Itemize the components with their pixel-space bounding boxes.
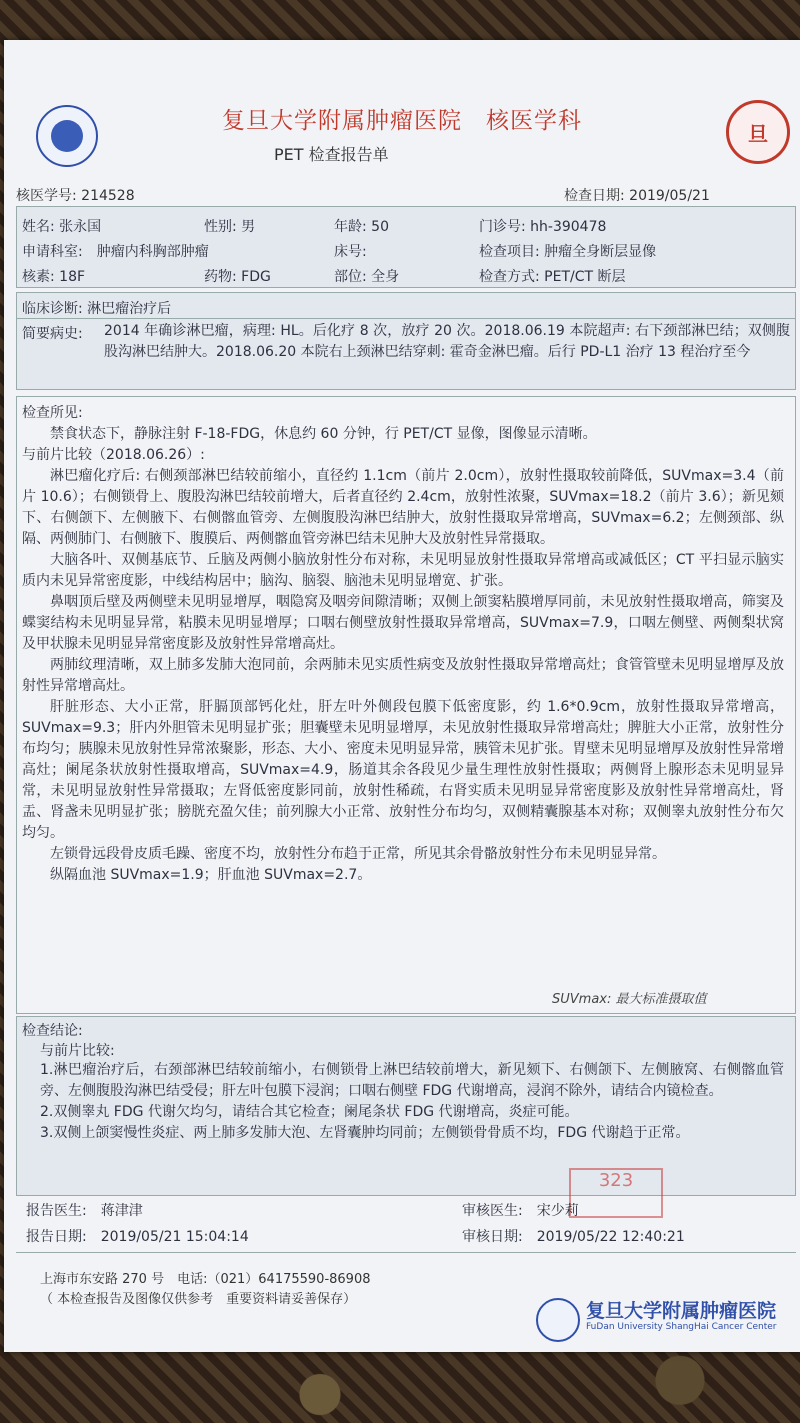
- clinical-diagnosis: 临床诊断: 淋巴瘤治疗后: [22, 301, 172, 317]
- footer-address: 上海市东安路 270 号 电话:（021）64175590-86908: [40, 1272, 371, 1287]
- patient-sex: 性别: 男: [204, 219, 256, 235]
- conclusion-item: 2.双侧睾丸 FDG 代谢欠均匀，请结合其它检查；阑尾条状 FDG 代谢增高，炎症可能。: [40, 1104, 579, 1120]
- findings-paragraph: 与前片比较（2018.06.26）:: [22, 447, 205, 463]
- nuclear-number: 核医学号: 214528: [16, 188, 135, 204]
- suv-legend: SUVmax: 最大标准摄取值: [552, 992, 707, 1007]
- report-doctor: 报告医生: 蒋津津: [26, 1203, 143, 1219]
- conclusion-item: 1.淋巴瘤治疗后，右颈部淋巴结较前缩小，右侧锁骨上淋巴结较前增大，新见颏下、右侧颌下、左侧腋窝、右侧髂血管旁、左侧腹股沟淋巴结受侵；肝左叶包膜下浸润；口咽右侧壁 FDG 代谢增高，浸润不除外，请结合内镜检查。: [40, 1062, 784, 1099]
- compare-label: 与前片比较:: [40, 1043, 115, 1059]
- findings-paragraph: 鼻咽顶后壁及两侧壁未见明显增厚，咽隐窝及咽旁间隙清晰；双侧上颌窦粘膜增厚同前，未见放射性摄取增高，筛窦及蝶窦结构未见明显异常，粘膜未见明显增厚；口咽右侧壁放射性摄取异常增高，SUVmax=7.9，口咽左侧壁、两侧梨状窝及甲状腺未见明显异常密度影及放射性异常增高灶。: [22, 594, 784, 652]
- footer-hospital-name: 复旦大学附属肿瘤医院: [586, 1300, 777, 1322]
- findings-paragraph: 左锁骨远段骨皮质毛躁、密度不均，放射性分布趋于正常，所见其余骨骼放射性分布未见明显异常。: [50, 846, 666, 862]
- divider: [16, 318, 796, 319]
- report-date: 报告日期: 2019/05/21 15:04:14: [26, 1229, 249, 1245]
- drug: 药物: FDG: [204, 269, 271, 285]
- review-doctor: 审核医生: 宋少莉: [462, 1203, 579, 1219]
- history-text: 2014 年确诊淋巴瘤，病理: HL。后化疗 8 次，放疗 20 次。2018.06.19 本院超声: 右下颈部淋巴结；双侧腹股沟淋巴结肿大。2018.06.20 本院右上颈淋巴结穿刺: 霍奇金淋巴瘤。后行 PD-L1 治疗 13 程治疗至今: [104, 323, 790, 360]
- history-label: 简要病史:: [22, 326, 83, 342]
- footer-hospital-logo-icon: [536, 1298, 580, 1342]
- footer-note: （ 本检查报告及图像仅供参考 重要资料请妥善保存）: [40, 1292, 357, 1307]
- findings-paragraph: 淋巴瘤化疗后: 右侧颈部淋巴结较前缩小，直径约 1.1cm（前片 2.0cm），放射性摄取较前降低，SUVmax=3.4（前片 10.6）；右侧锁骨上、腹股沟淋巴结较前增大，后者直径约 2.4cm，放射性浓聚，SUVmax=18.2（前片 3.6）；新见颏下、右侧颌下、左侧腋下、右侧髂血管旁、左侧腹股沟淋巴结肿大，放射性摄取异常增高，SUVmax=6.2；左侧颈部、纵隔、两侧肺门、右侧腋下、腹膜后、两侧髂血管旁淋巴结未见肿大及放射性异常摄取。: [22, 468, 784, 547]
- footer-hospital-english: FuDan University ShangHai Cancer Center: [586, 1322, 777, 1332]
- exam-method: 检查方式: PET/CT 断层: [479, 269, 626, 285]
- patient-age: 年龄: 50: [334, 219, 389, 235]
- findings-paragraph: 禁食状态下，静脉注射 F-18-FDG，休息约 60 分钟，行 PET/CT 显像，图像显示清晰。: [50, 426, 597, 442]
- bed-number: 床号:: [334, 244, 367, 260]
- findings-paragraph: 肝脏形态、大小正常，肝膈顶部钙化灶，肝左叶外侧段包膜下低密度影，约 1.6*0.9cm，放射性摄取异常增高，SUVmax=9.3；肝内外胆管未见明显扩张；胆囊壁未见明显增厚，未见放射性摄取异常增高灶；脾脏大小正常，放射性分布均匀；胰腺未见放射性异常浓聚影，形态、大小、密度未见明显异常，胰管未见扩张。胃壁未见明显增厚及放射性异常增高灶；阑尾条状放射性摄取增高，SUVmax=4.9，肠道其余各段见少量生理性放射性摄取；两侧肾上腺形态未见明显异常，未见明显放射性异常摄取；左肾低密度影同前，放射性稀疏，右肾实质未见明显异常密度影及放射性异常增高灶，肾盂、肾盏未见明显扩张；膀胱充盈欠佳；前列腺大小正常、放射性分布均匀，双侧精囊腺基本对称；双侧睾丸放射性分布欠均匀。: [22, 699, 784, 841]
- red-stamp: 323: [569, 1168, 663, 1218]
- patient-name: 姓名: 张永国: [22, 219, 102, 235]
- conclusion-text: [40, 1060, 784, 1144]
- report-paper: [4, 40, 800, 1352]
- conclusion-label: 检查结论:: [22, 1023, 83, 1039]
- findings-paragraph: 纵隔血池 SUVmax=1.9；肝血池 SUVmax=2.7。: [50, 867, 372, 883]
- body-site: 部位: 全身: [334, 269, 400, 285]
- exam-item: 检查项目: 肿瘤全身断层显像: [479, 244, 657, 260]
- findings-paragraph: 大脑各叶、双侧基底节、丘脑及两侧小脑放射性分布对称，未见明显放射性摄取异常增高或减低区；CT 平扫显示脑实质内未见异常密度影，中线结构居中；脑沟、脑裂、脑池未见明显增宽、扩张。: [22, 552, 784, 589]
- nuclide: 核素: 18F: [22, 269, 86, 285]
- university-seal-icon: 旦: [726, 100, 790, 164]
- findings-label: 检查所见:: [22, 405, 83, 421]
- review-date: 审核日期: 2019/05/22 12:40:21: [462, 1229, 685, 1245]
- hospital-logo-icon: [36, 105, 98, 167]
- conclusion-item: 3.双侧上颌窦慢性炎症、两上肺多发肺大泡、左肾囊肿均同前；左侧锁骨骨质不均，FDG 代谢趋于正常。: [40, 1125, 690, 1141]
- exam-date: 检查日期: 2019/05/21: [564, 188, 710, 204]
- findings-text: [22, 424, 784, 886]
- findings-paragraph: 两肺纹理清晰，双上肺多发肺大泡同前，余两肺未见实质性病变及放射性摄取异常增高灶；食管管壁未见明显增厚及放射性异常增高灶。: [22, 657, 784, 694]
- outpatient-number: 门诊号: hh-390478: [479, 219, 607, 235]
- request-department: 申请科室: 肿瘤内科胸部肿瘤: [22, 244, 209, 260]
- hospital-title: 复旦大学附属肿瘤医院 核医学科: [222, 108, 582, 134]
- footer-divider: [16, 1252, 796, 1253]
- report-title: PET 检查报告单: [274, 145, 389, 164]
